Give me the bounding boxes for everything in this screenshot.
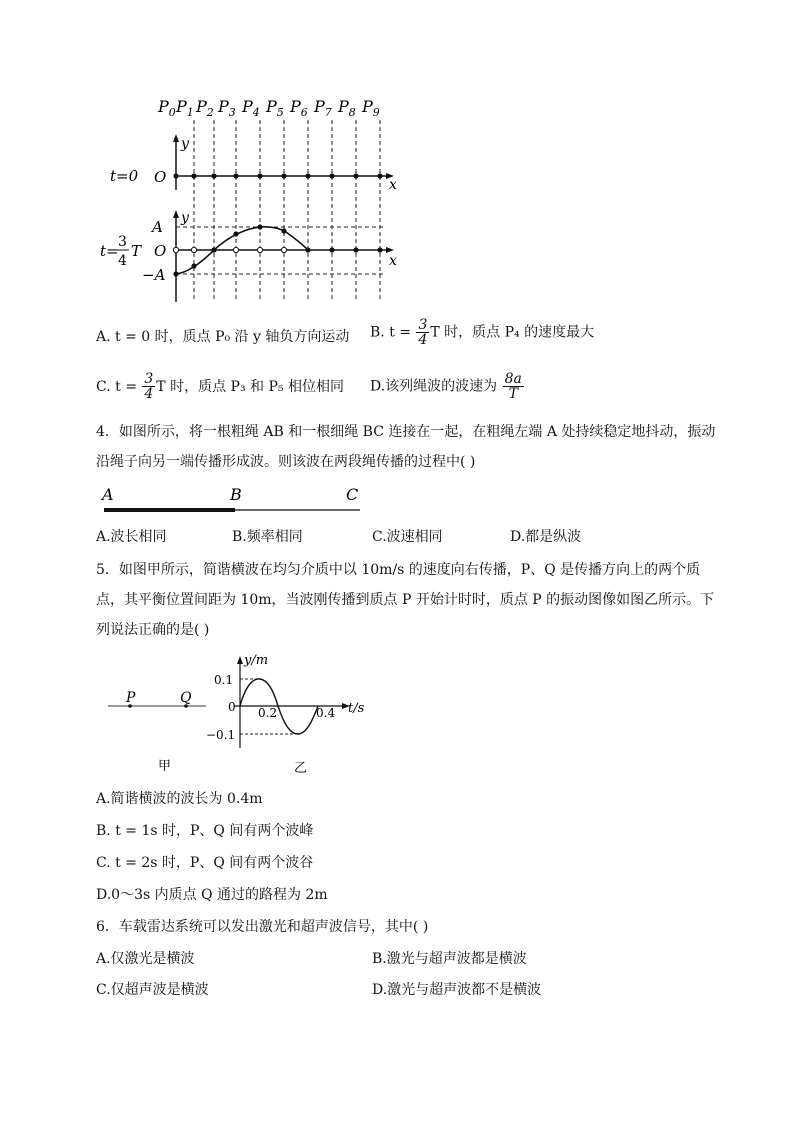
row1-particle-p9: [377, 173, 382, 178]
point-label-p1: $P_1$: [176, 97, 194, 119]
q5-option-a[interactable]: A.简谐横波的波长为 0.4m: [96, 791, 263, 807]
label-p: P: [126, 690, 136, 706]
q5-option-c[interactable]: C. t = 2s 时，P、Q 间有两个波谷: [96, 855, 314, 871]
q3-option-b[interactable]: B. t = $\frac{3}{4}$ T 时，质点 P₄ 的速度最大: [370, 317, 595, 348]
q3-option-row-1: [96, 317, 595, 348]
point-label-p2: $P_2$: [196, 97, 214, 119]
row2-equilibrium-p5: [281, 247, 286, 252]
vib-tick-top: 0.1: [214, 673, 234, 687]
q4-option-c[interactable]: C.波速相同: [372, 529, 443, 545]
point-labels: [157, 97, 380, 119]
rope-label-a: A: [102, 485, 114, 504]
q4-option-d[interactable]: D.都是纵波: [510, 529, 582, 545]
point-label-p3: $P_3$: [218, 97, 236, 119]
amp-pos-label: A: [152, 218, 163, 236]
thick-rope-ab: [104, 508, 235, 512]
row2-particle-p7: [329, 247, 334, 252]
row2-equilibrium-p1: [191, 247, 196, 252]
q3-option-c-fraction: $\frac{3}{4}$: [144, 371, 154, 402]
y-axis-top-label: y: [181, 136, 189, 152]
vib-xlabel: t/s: [348, 701, 365, 716]
rope-label-c: C: [346, 485, 359, 504]
row2-time-suffix: T: [131, 242, 142, 260]
point-label-p4: $P_4$: [242, 97, 260, 119]
row2-particle-p8: [353, 247, 358, 252]
q3-option-b-fraction: $\frac{3}{4}$: [418, 317, 428, 348]
rope-label-b: B: [230, 485, 242, 504]
row2-equilibrium-p0: [173, 247, 178, 252]
row1-origin-label: O: [154, 168, 167, 186]
q6-option-b[interactable]: B.激光与超声波都是横波: [372, 951, 527, 967]
point-label-p0: $P_0$: [158, 97, 176, 119]
wave-figures: [100, 648, 400, 778]
point-label-p5: $P_5$: [266, 97, 284, 119]
amp-neg-label: −A: [142, 266, 166, 284]
q6-option-c[interactable]: C.仅超声波是横波: [96, 982, 209, 998]
rope-figure: [96, 484, 376, 520]
q6-option-row-1: [96, 950, 716, 968]
y-axis-bottom-arrow: [173, 210, 179, 218]
caption-yi: 乙: [294, 761, 308, 776]
row1-particle-p5: [281, 173, 286, 178]
x-axis-bottom-label: x: [389, 253, 397, 269]
q6-stem: 6．车载雷达系统可以发出激光和超声波信号，其中( ): [96, 919, 429, 935]
rope-wave-figure: [96, 90, 416, 310]
row1-particle-p8: [353, 173, 358, 178]
q4-option-a[interactable]: A.波长相同: [96, 529, 167, 545]
row1-particle-p2: [211, 173, 216, 178]
q6-option-d[interactable]: D.激光与超声波都不是横波: [372, 982, 542, 998]
row1-particle-p0: [173, 173, 178, 178]
vib-tick-02: 0.2: [258, 706, 278, 720]
row2-equilibrium-p4: [257, 247, 262, 252]
row1-particle-p4: [257, 173, 262, 178]
point-label-p9: $P_9$: [362, 97, 380, 119]
row2-origin-label: O: [154, 242, 167, 260]
row2-frac-num: 3: [118, 234, 127, 250]
vib-y-arrow: [237, 656, 243, 664]
caption-jia: 甲: [158, 759, 172, 774]
row1-particle-p3: [233, 173, 238, 178]
q6-option-a[interactable]: A.仅激光是横波: [96, 951, 195, 967]
point-label-p8: $P_8$: [338, 97, 356, 119]
row2-equilibrium-p3: [233, 247, 238, 252]
q3-option-d-fraction: $\frac{8a}{T}$: [504, 371, 522, 402]
y-axis-top-arrow: [173, 134, 179, 142]
q3-option-c[interactable]: C. t = $\frac{3}{4}$ T 时，质点 P₃ 和 P₅ 相位相同: [96, 371, 344, 402]
q3-option-d[interactable]: D.该列绳波的波速为 $\frac{8a}{T}$: [370, 371, 522, 402]
row1-particle-p6: [305, 173, 310, 178]
q4-stem: 4．如图所示，将一根粗绳 AB 和一根细绳 BC 连接在一起，在粗绳左端 A 处持续稳定地抖动，振动沿绳子向另一端传播形成波。则该波在两段绳传播的过程中( ): [96, 424, 716, 470]
point-label-p6: $P_6$: [290, 97, 308, 119]
x-axis-top-label: x: [389, 177, 397, 193]
row2-particle-p9: [377, 247, 382, 252]
q3-option-a[interactable]: A. t = 0 时，质点 P₀ 沿 y 轴负方向运动: [96, 329, 350, 345]
q4-option-b[interactable]: B.频率相同: [232, 529, 303, 545]
row2-frac-den: 4: [118, 253, 127, 269]
label-q: Q: [180, 690, 192, 706]
q6-option-row-2: [96, 981, 716, 999]
q5-stem: 5．如图甲所示，简谐横波在均匀介质中以 10m/s 的速度向右传播，P、Q 是传播方向上的两个质点，其平衡位置间距为 10m，当波刚传播到质点 P 开始计时时，质点 P 的振动图像如图乙所示。下列说法正确的是( ): [96, 562, 715, 638]
vib-ylabel: y/m: [244, 653, 269, 668]
vib-tick-04: 0.4: [316, 706, 336, 720]
vib-tick-origin: 0: [228, 700, 236, 714]
row1-time-label: t=0: [110, 167, 139, 185]
vertical-guide-lines: [194, 120, 380, 302]
row2-time-prefix: t=: [100, 242, 119, 260]
row2-particle-p5: [281, 228, 286, 233]
q5-option-b[interactable]: B. t = 1s 时，P、Q 间有两个波峰: [96, 823, 314, 839]
q5-option-d[interactable]: D.0～3s 内质点 Q 通过的路程为 2m: [96, 887, 328, 903]
vib-tick-bottom: −0.1: [206, 728, 236, 742]
row2-particle-p0: [173, 271, 178, 276]
row2-particle-p3: [233, 231, 238, 236]
row2-particle-p6: [305, 247, 310, 252]
row1-particle-p1: [191, 173, 196, 178]
row2-particle-p1: [191, 263, 196, 268]
row2-particle-p2: [211, 247, 216, 252]
y-axis-bottom-label: y: [181, 210, 189, 226]
q3-option-row-2: [96, 371, 522, 402]
point-label-p7: $P_7$: [314, 97, 332, 119]
row1-particle-p7: [329, 173, 334, 178]
row2-particle-p4: [257, 224, 262, 229]
